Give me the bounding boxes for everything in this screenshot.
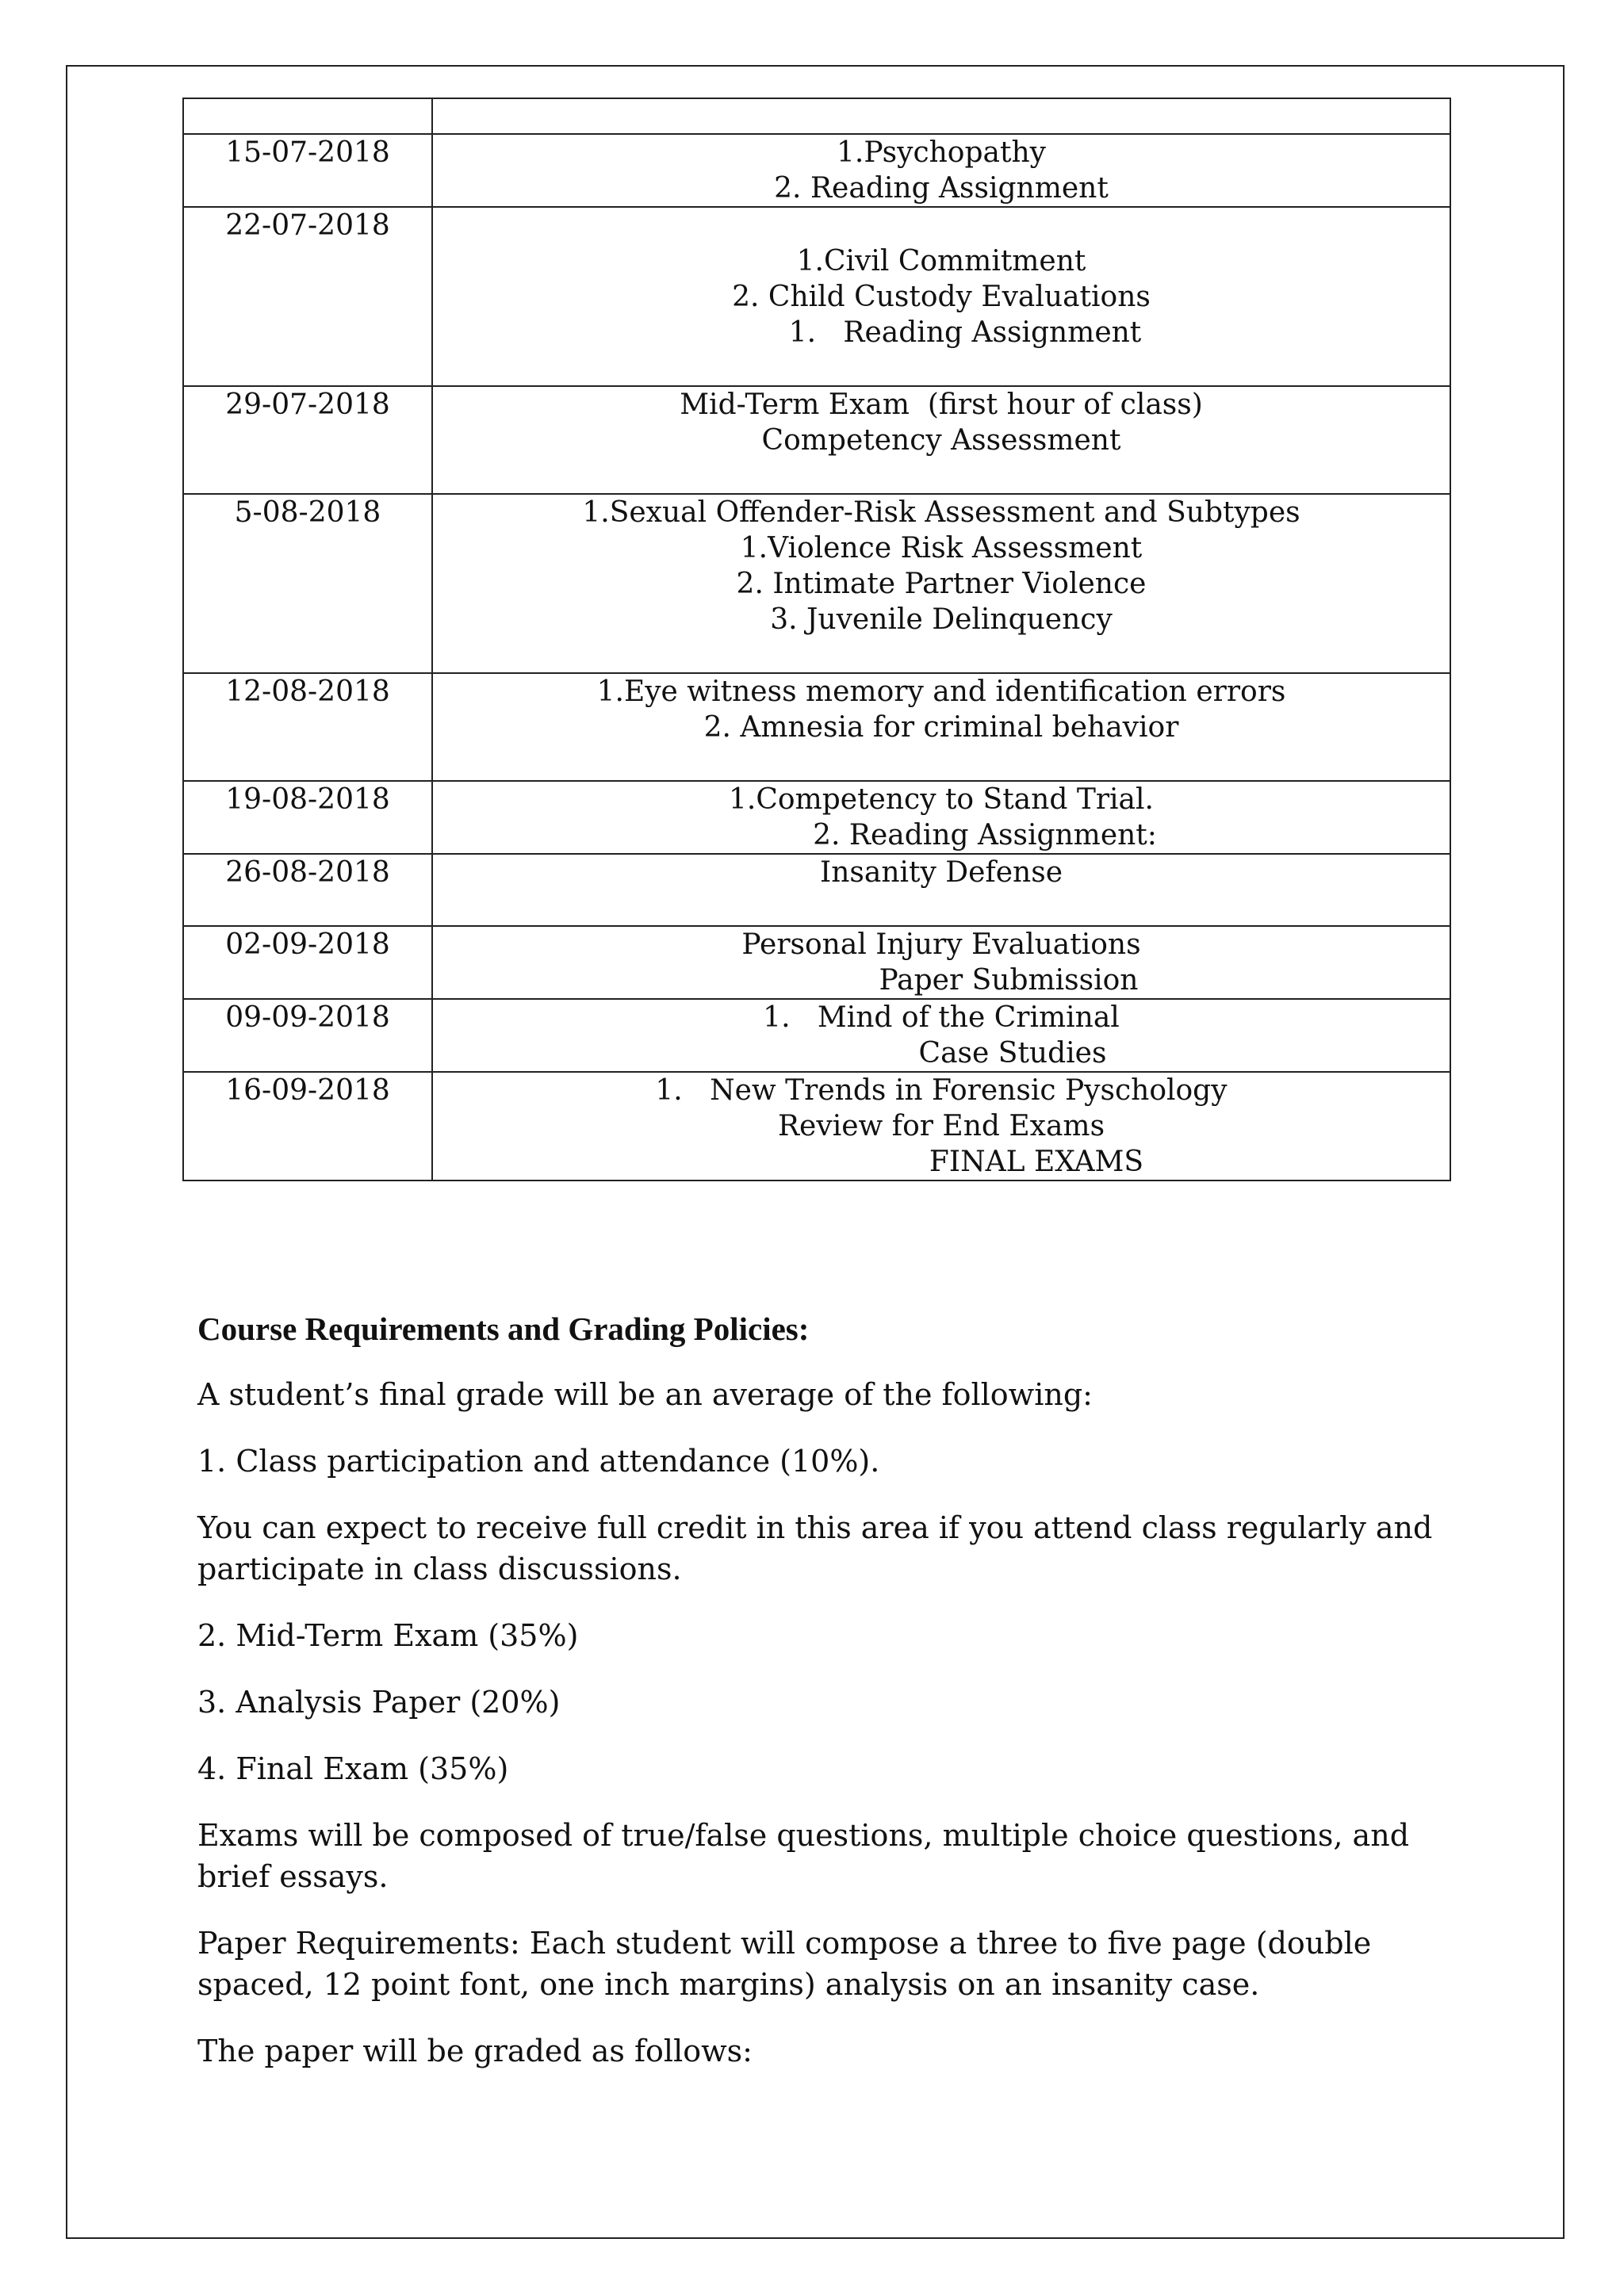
table-row bbox=[183, 854, 1450, 926]
topic-line: Review for End Exams bbox=[777, 1110, 1105, 1142]
table-row bbox=[183, 134, 1450, 207]
paragraph: You can expect to receive full credit in this area if you attend class regularly and participate in class discussions. bbox=[197, 1510, 1433, 1586]
paragraph: 2. Mid-Term Exam (35%) bbox=[197, 1618, 579, 1653]
table-row bbox=[183, 386, 1450, 494]
topic-line: Paper Submission bbox=[879, 964, 1139, 997]
date-cell: 12-08-2018 bbox=[183, 673, 432, 781]
topic-line: 1.Violence Risk Assessment bbox=[740, 532, 1143, 564]
date-cell: 15-07-2018 bbox=[183, 134, 432, 207]
topic-cell bbox=[432, 207, 1450, 386]
topic-line: 2. Reading Assignment: bbox=[813, 819, 1157, 851]
topic-cell bbox=[432, 494, 1450, 673]
topic-line: 1. Mind of the Criminal bbox=[763, 1001, 1120, 1034]
topic-line: 1.Sexual Offender-Risk Assessment and Subtypes bbox=[582, 496, 1300, 529]
topic-line: Mid-Term Exam (first hour of class) bbox=[680, 388, 1203, 421]
topic-line: Insanity Defense bbox=[819, 856, 1063, 889]
schedule-table bbox=[182, 98, 1451, 1181]
topic-line: Case Studies bbox=[918, 1037, 1107, 1070]
topic-cell bbox=[432, 1072, 1450, 1181]
topic-cell bbox=[432, 926, 1450, 999]
date-cell: 29-07-2018 bbox=[183, 386, 432, 494]
date-cell: 26-08-2018 bbox=[183, 854, 432, 926]
date-cell: 5-08-2018 bbox=[183, 494, 432, 673]
topic-cell bbox=[432, 781, 1450, 854]
table-row bbox=[183, 781, 1450, 854]
date-cell: 16-09-2018 bbox=[183, 1072, 432, 1181]
paragraph: 3. Analysis Paper (20%) bbox=[197, 1685, 561, 1720]
topic-line: 2. Amnesia for criminal behavior bbox=[703, 711, 1179, 744]
paragraph: 1. Class participation and attendance (10%). bbox=[197, 1444, 880, 1479]
date-cell bbox=[183, 98, 432, 134]
course-requirements bbox=[197, 1308, 1434, 2097]
date-cell: 22-07-2018 bbox=[183, 207, 432, 386]
topic-cell bbox=[432, 98, 1450, 134]
topic-line: Competency Assessment bbox=[761, 424, 1121, 457]
topic-cell bbox=[432, 999, 1450, 1072]
topic-line: Personal Injury Evaluations bbox=[741, 928, 1141, 961]
topic-line: FINAL EXAMS bbox=[929, 1146, 1144, 1178]
topic-line: 2. Intimate Partner Violence bbox=[736, 568, 1147, 600]
table-row bbox=[183, 926, 1450, 999]
paragraph: Exams will be composed of true/false questions, multiple choice questions, and brief essays. bbox=[197, 1818, 1410, 1894]
topic-line: 1.Psychopathy bbox=[837, 136, 1046, 169]
table-row bbox=[183, 207, 1450, 386]
topic-line: 1. New Trends in Forensic Pyschology bbox=[655, 1074, 1228, 1107]
section-heading: Course Requirements and Grading Policies: bbox=[197, 1311, 810, 1347]
table-row bbox=[183, 494, 1450, 673]
table-row bbox=[183, 673, 1450, 781]
date-cell: 19-08-2018 bbox=[183, 781, 432, 854]
topic-line: 1. Reading Assignment bbox=[788, 316, 1142, 349]
paragraph: A student’s final grade will be an average of the following: bbox=[197, 1377, 1093, 1412]
topic-line: 2. Child Custody Evaluations bbox=[732, 281, 1151, 313]
topic-cell bbox=[432, 854, 1450, 926]
paragraph: 4. Final Exam (35%) bbox=[197, 1751, 509, 1786]
table-row bbox=[183, 999, 1450, 1072]
topic-line: 2. Reading Assignment bbox=[774, 172, 1109, 205]
topic-line: 1.Civil Commitment bbox=[796, 245, 1086, 277]
table-row-header bbox=[183, 98, 1450, 134]
date-cell: 09-09-2018 bbox=[183, 999, 432, 1072]
paragraph: Paper Requirements: Each student will compose a three to five page (double spaced, 12 point font, one inch margins) analysis on an insanity case. bbox=[197, 1926, 1372, 2002]
paragraph: The paper will be graded as follows: bbox=[197, 2034, 753, 2068]
topic-line: 1.Eye witness memory and identification errors bbox=[596, 675, 1286, 708]
topic-line: 1.Competency to Stand Trial. bbox=[729, 783, 1154, 816]
topic-line: 3. Juvenile Delinquency bbox=[770, 603, 1113, 636]
topic-cell bbox=[432, 673, 1450, 781]
date-cell: 02-09-2018 bbox=[183, 926, 432, 999]
table-row bbox=[183, 1072, 1450, 1181]
topic-cell bbox=[432, 134, 1450, 207]
topic-cell bbox=[432, 386, 1450, 494]
